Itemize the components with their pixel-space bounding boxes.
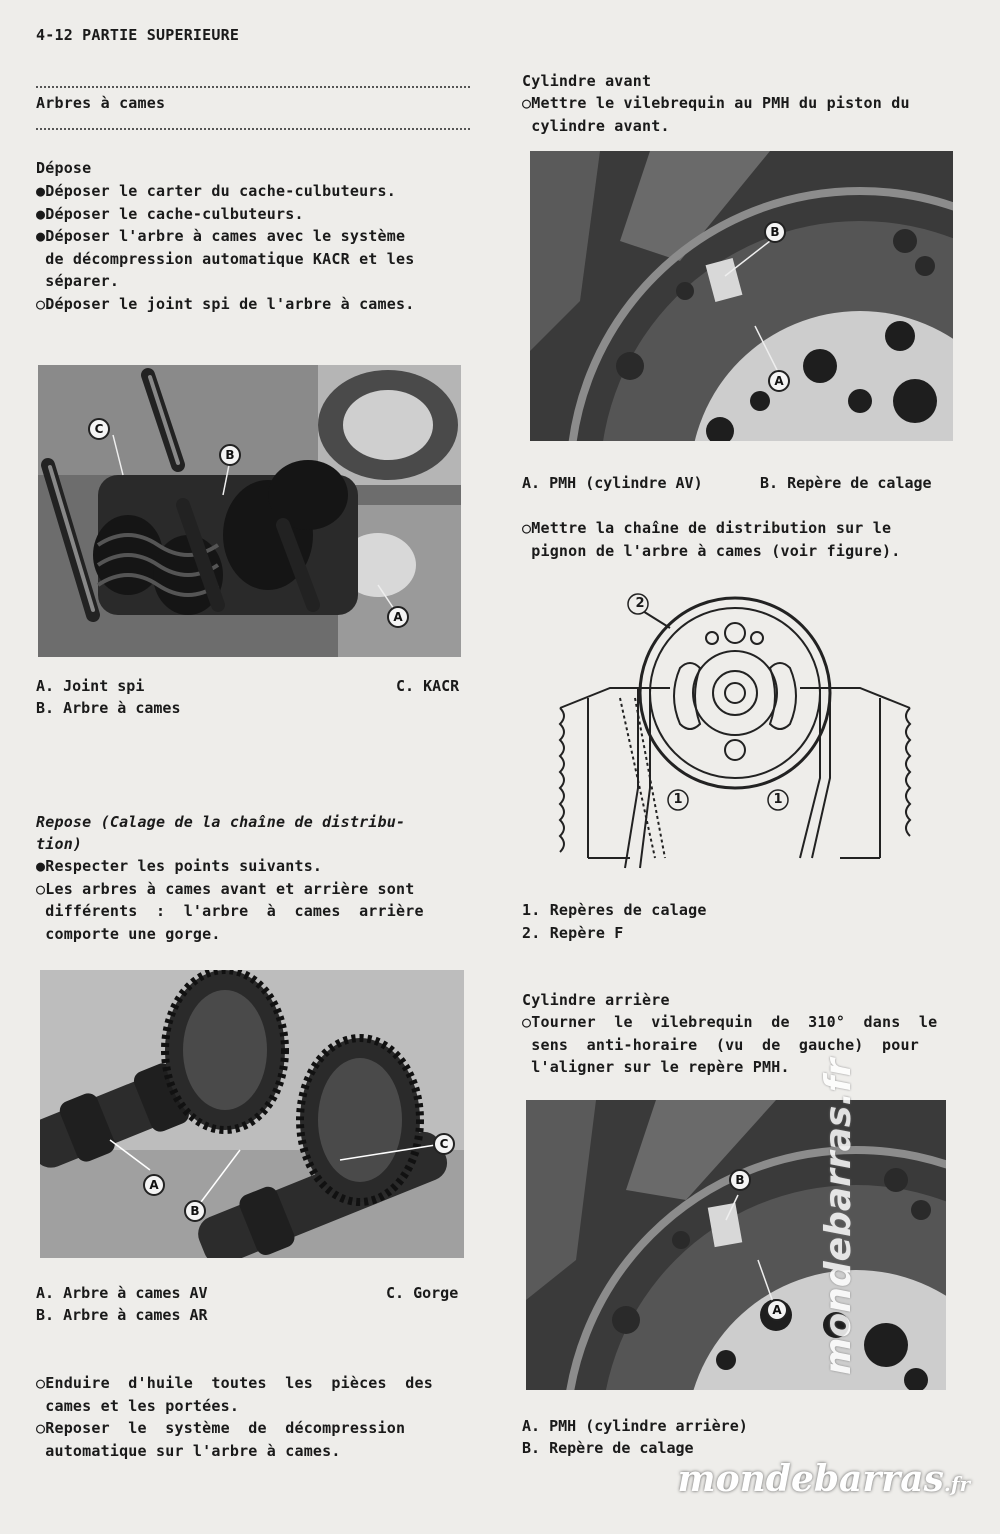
callout-c: C (88, 418, 110, 440)
repose-step: différents : l'arbre à cames arrière (36, 902, 424, 920)
final-step: ○Reposer le système de décompression (36, 1419, 406, 1437)
front-step: cylindre avant. (522, 116, 670, 135)
photo2-caption-b: B. Arbre à cames AR (36, 1306, 208, 1324)
final-steps (36, 1372, 433, 1462)
callout-a: A (387, 606, 409, 628)
section-rule-top (36, 86, 470, 88)
rear-step: sens anti-horaire (vu de gauche) pour (522, 1035, 919, 1054)
depose-step: ●Déposer le cache-culbuteurs. (36, 204, 304, 223)
camshafts-photo (40, 970, 464, 1258)
callout-b: B (219, 444, 241, 466)
final-step: ○Enduire d'huile toutes les pièces des (36, 1374, 433, 1392)
photo2-caption-a: A. Arbre à cames AV (36, 1284, 208, 1302)
callout-c: C (433, 1133, 455, 1155)
rear-cylinder-heading: Cylindre arrière (522, 991, 670, 1009)
repose-step: comporte une gorge. (36, 924, 221, 943)
diagram-caption (522, 899, 707, 944)
photo2-caption-c: C. Gorge (386, 1284, 459, 1302)
repose-step: ○Les arbres à cames avant et arrière sont (36, 879, 415, 898)
callout-b: B (184, 1200, 206, 1222)
diagram-label-1: 1 (773, 792, 783, 807)
front-cylinder-heading: Cylindre avant (522, 72, 652, 90)
callout-a: A (143, 1174, 165, 1196)
final-step: automatique sur l'arbre à cames. (36, 1441, 341, 1460)
repose-heading: Repose (Calage de la chaîne de distribu- (36, 813, 406, 831)
rear-steps (522, 1011, 937, 1079)
section-rule-bottom (36, 128, 470, 130)
photo1-caption-c: C. KACR (396, 677, 460, 695)
front-step: ○Mettre le vilebrequin au PMH du piston du (522, 94, 910, 112)
chain-step: ○Mettre la chaîne de distribution sur le (522, 519, 892, 537)
depose-steps (36, 180, 414, 315)
watermark-bottom-tld: .fr (943, 1472, 970, 1496)
depose-step: séparer. (36, 272, 120, 290)
photo3-caption-b: B. Repère de calage (760, 474, 932, 492)
diagram-caption-item: 1. Repères de calage (522, 901, 707, 919)
rear-step: ○Tourner le vilebrequin de 310° dans le (522, 1013, 938, 1031)
photo3-caption-a: A. PMH (cylindre AV) (522, 474, 703, 492)
repose-heading-cont: tion) (36, 835, 83, 853)
callout-b: B (764, 221, 786, 243)
depose-step: ●Déposer le carter du cache-culbuteurs. (36, 182, 396, 200)
photo1-caption-b: B. Arbre à cames (36, 699, 181, 717)
photo4-caption-b: B. Repère de calage (522, 1439, 694, 1457)
timing-chain-diagram (550, 588, 930, 870)
page-header: 4-12 PARTIE SUPERIEURE (36, 26, 240, 44)
depose-heading: Dépose (36, 159, 92, 177)
depose-step: ○Déposer le joint spi de l'arbre à cames. (36, 294, 415, 313)
photo1-caption-a: A. Joint spi (36, 677, 145, 695)
callout-a: A (766, 1299, 788, 1321)
callout-b: B (729, 1169, 751, 1191)
chain-steps (522, 517, 900, 562)
diagram-label-1: 1 (673, 792, 683, 807)
diagram-label-2: 2 (635, 596, 645, 611)
chain-step: pignon de l'arbre à cames (voir figure). (522, 541, 901, 560)
rear-step: l'aligner sur le repère PMH. (522, 1058, 790, 1076)
section-title: Arbres à cames (36, 94, 166, 112)
watermark-bottom (677, 1458, 971, 1500)
repose-step: ●Respecter les points suivants. (36, 857, 323, 875)
front-flywheel-photo (530, 151, 953, 441)
repose-steps (36, 855, 424, 945)
photo4-caption-a: A. PMH (cylindre arrière) (522, 1417, 748, 1435)
watermark-vertical (828, 1315, 1000, 1375)
depose-step: de décompression automatique KACR et les (36, 249, 415, 268)
final-step: cames et les portées. (36, 1396, 240, 1415)
front-steps (522, 92, 910, 137)
depose-step: ●Déposer l'arbre à cames avec le système (36, 227, 406, 245)
diagram-caption-item: 2. Repère F (522, 923, 624, 942)
callout-a: A (768, 370, 790, 392)
watermark-bottom-name: mondebarras (677, 1458, 944, 1500)
